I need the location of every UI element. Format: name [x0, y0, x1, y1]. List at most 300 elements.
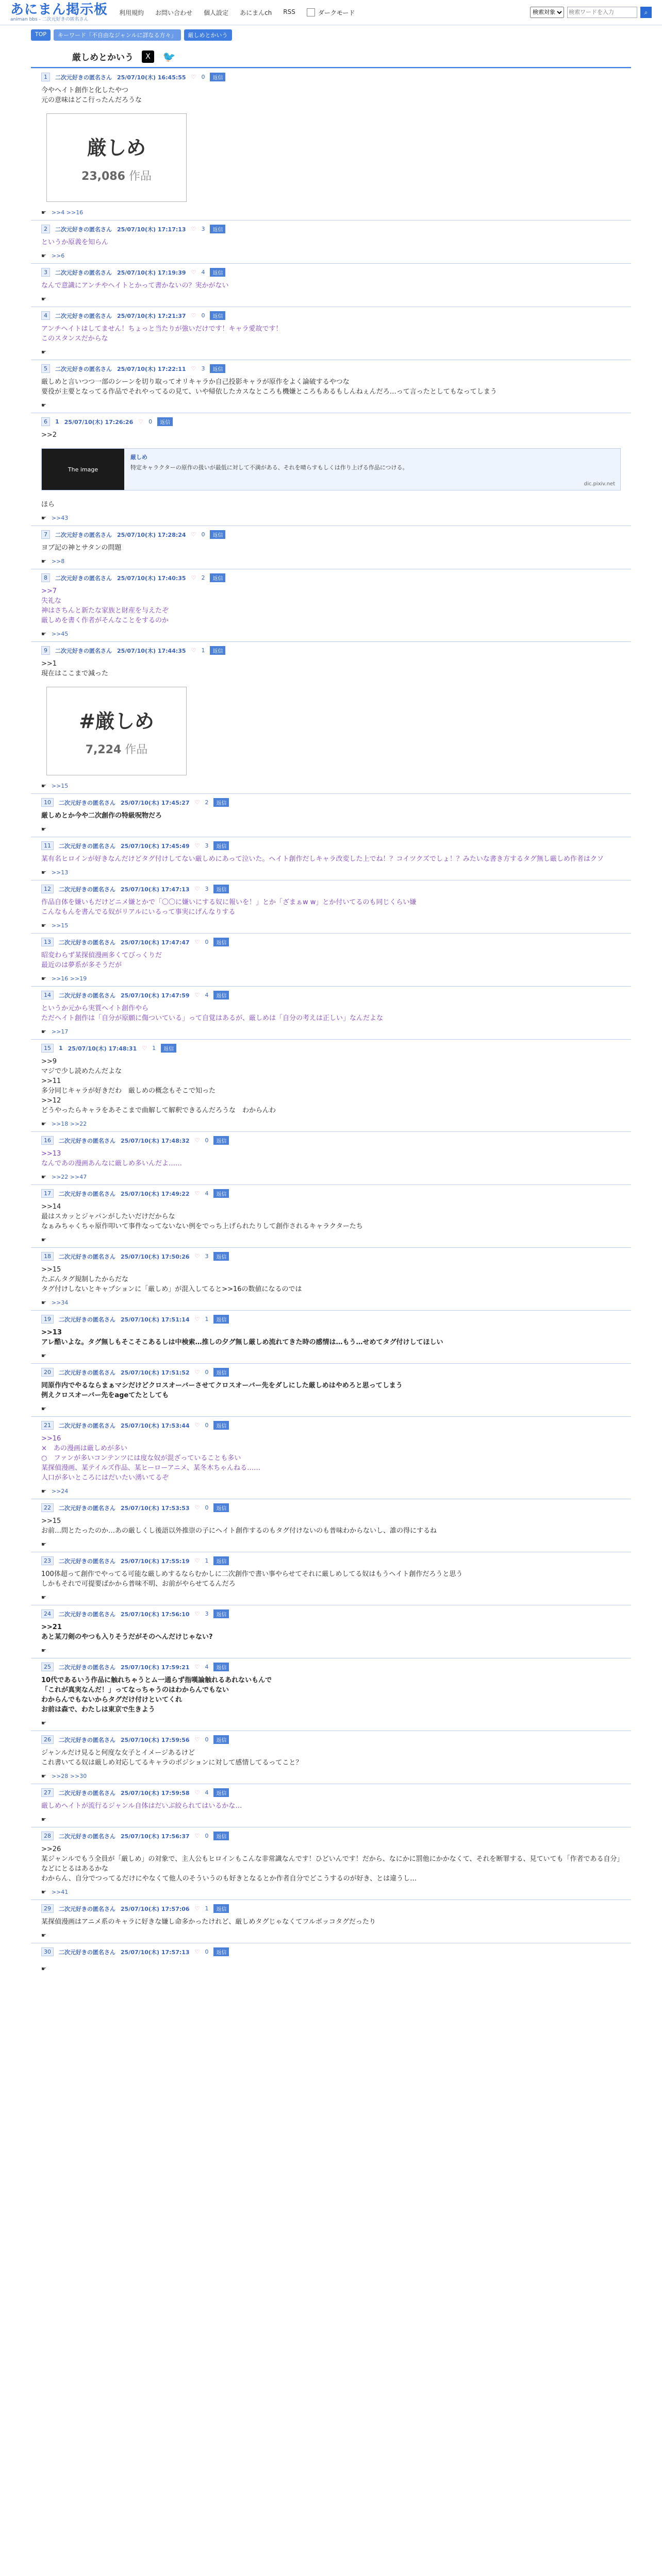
post — [31, 68, 631, 220]
like-icon[interactable]: ♡ — [194, 1316, 200, 1323]
post-number[interactable]: 9 — [41, 646, 50, 655]
reply-anchor[interactable]: >>24 — [51, 1488, 69, 1495]
like-icon[interactable]: ♡ — [194, 1905, 200, 1912]
post-header — [41, 1605, 621, 1618]
reply-hand-icon: ☛ — [41, 1773, 46, 1780]
nav-settings[interactable]: 個人設定 — [204, 9, 229, 16]
reply-button[interactable]: 返信 — [213, 1315, 229, 1324]
reply-links — [41, 867, 621, 880]
tag-count: 23,086 作品 — [81, 170, 152, 183]
reply-anchor[interactable]: >>16 >>19 — [51, 975, 87, 982]
thread-header — [31, 43, 631, 68]
like-count: 0 — [205, 939, 209, 945]
reply-anchor[interactable]: >>15 — [51, 922, 69, 929]
post — [31, 1310, 631, 1363]
reply-button[interactable]: 返信 — [213, 1947, 229, 1956]
like-count: 3 — [205, 842, 209, 849]
post-header — [41, 1552, 621, 1565]
tag-card[interactable] — [46, 687, 187, 775]
post-number[interactable]: 12 — [41, 885, 54, 893]
post-body: 作品自体を嫌いもだけどニメ嫌とかで「〇〇に嫌いにする奴に報いを！」とか「ざまぁw w」とか付いてるのも同じくらい嫌 こんなもんを書んでる奴がリアルにいるって事実にげんなりする — [41, 899, 417, 916]
post-date: 25/07/10(木) 17:53:53 — [121, 1504, 190, 1512]
post-body: 昭変わらず某探偵漫画多くてびっくりだ 最近のは夢系が多そうだが — [41, 952, 162, 969]
like-count: 2 — [201, 574, 205, 581]
poster-name: 二次元好きの匿名さん — [59, 799, 115, 806]
nav-contact[interactable]: お問い合わせ — [155, 9, 193, 16]
reply-links — [41, 1350, 621, 1363]
reply-anchor[interactable]: >>15 — [51, 783, 69, 789]
post-number[interactable]: 24 — [41, 1609, 54, 1618]
post-header — [41, 1658, 621, 1671]
main-nav — [119, 8, 295, 17]
reply-links — [41, 629, 621, 641]
post-date: 25/07/10(木) 17:51:52 — [121, 1369, 190, 1376]
poster-name: 二次元好きの匿名さん — [59, 1948, 115, 1956]
post-body: 某有名ヒロインが好きなんだけどタグ付けしてない厳しめにあって泣いた。ヘイト創作だしキャラ改変した上でね！？コイツクズでしょ！？みたいな書き方するタグ無し厳しめ作者はクソ — [41, 855, 604, 863]
link-preview-url: dic.pixiv.net — [584, 481, 615, 487]
post — [31, 1499, 631, 1552]
like-count: 2 — [205, 799, 209, 806]
reply-links — [41, 1592, 621, 1605]
post — [31, 1552, 631, 1605]
post-body: ジャンルだけ見ると何度な女子とイメージあるけど これ書いてる奴は厳しめ対応してるキャラのポジションに対して感情してるってこと？ — [41, 1749, 303, 1767]
post — [31, 641, 631, 793]
reply-button[interactable]: 返信 — [213, 1556, 229, 1565]
post-number[interactable]: 6 — [41, 417, 50, 426]
like-count: 3 — [201, 226, 205, 232]
post-number[interactable]: 10 — [41, 798, 54, 807]
post-body: >>13 アレ酷いよな。タグ無しもそこそこあるしは中検索…推しの夕グ無し厳しめ流れてきた時の感情は…もう…せめてタグ付けしてほしい — [41, 1329, 443, 1346]
like-icon[interactable]: ♡ — [194, 1789, 200, 1796]
nav-terms[interactable]: 利用規約 — [119, 9, 144, 16]
reply-anchor[interactable]: >>6 — [51, 252, 65, 259]
breadcrumb-top[interactable]: TOP — [31, 29, 51, 41]
post-number[interactable]: 28 — [41, 1832, 54, 1840]
post-date: 25/07/10(木) 17:21:37 — [117, 312, 186, 319]
reply-links — [41, 1403, 621, 1416]
reply-links — [41, 1539, 621, 1552]
post-body: 同原作内でやるならまぁマシだけどクロスオーバーさせてクロスオーバー先をダしにした厳しめはやめろと思ってしまう 例えクロスオーバー先をageてたとしても — [41, 1382, 403, 1399]
reply-anchor[interactable]: >>22 >>47 — [51, 1174, 87, 1180]
poster-name: 二次元好きの匿名さん — [55, 574, 112, 582]
post-header — [41, 934, 621, 946]
poster-name: 二次元好きの匿名さん — [59, 1664, 115, 1671]
post-body: 某探偵漫画はアニメ系のキャラに好きな嫌し命多かったけれど、厳しめタグじゃなくてフルボッコタグだったり — [41, 1918, 376, 1926]
like-count: 0 — [205, 1833, 209, 1839]
like-icon[interactable]: ♡ — [191, 312, 196, 319]
like-count: 1 — [205, 1316, 209, 1323]
reply-button[interactable]: 返信 — [213, 938, 229, 946]
post-date: 25/07/10(木) 17:19:39 — [117, 269, 186, 276]
reply-anchor[interactable]: >>43 — [51, 515, 69, 521]
poster-name: 二次元好きの匿名さん — [59, 992, 115, 999]
post-date: 25/07/10(木) 17:50:26 — [121, 1253, 190, 1260]
post-header — [41, 1364, 621, 1377]
post-date: 25/07/10(木) 17:47:59 — [121, 992, 190, 999]
like-icon[interactable]: ♡ — [194, 886, 200, 892]
poster-name: 二次元好きの匿名さん — [59, 939, 115, 946]
post-number[interactable]: 23 — [41, 1556, 54, 1565]
post-body: >>13 なんであの漫画あんなに厳しめ多いんだよ…… — [41, 1150, 183, 1167]
reply-button[interactable]: 返信 — [213, 1503, 229, 1512]
reply-links — [41, 1771, 621, 1784]
poster-name: 二次元好きの匿名さん — [55, 647, 112, 654]
reply-links — [41, 973, 621, 986]
reply-links — [41, 1814, 621, 1827]
post-body: 厳しめと言いつつ一部のシーンを切り取ってオリキャラか自己投影キャラが原作をよく論破するやつな 要役が主要となってる作品でそれやってるの見て、いや帰依したカスなところも機嫌ところもあるもしんねぇんだろ…って言ったとしてもなってしまう — [41, 378, 497, 396]
tag-card[interactable] — [46, 113, 187, 202]
post-list — [0, 68, 662, 1976]
site-subtitle: animan bbs - 二次元好きの匿名さん — [10, 16, 89, 22]
post-header — [41, 264, 621, 277]
reply-links — [41, 556, 621, 569]
reply-button[interactable]: 返信 — [213, 1832, 229, 1840]
top-bar — [0, 0, 662, 25]
post-body-after: ほら — [41, 501, 55, 509]
post — [31, 1658, 631, 1731]
post-header — [41, 1827, 621, 1840]
post — [31, 986, 631, 1039]
reply-button[interactable]: 返信 — [213, 1788, 229, 1797]
reply-anchor[interactable]: >>45 — [51, 631, 69, 637]
post-number[interactable]: 11 — [41, 841, 54, 850]
post-header — [41, 1499, 621, 1512]
post-header — [41, 642, 621, 655]
post-date: 25/07/10(木) 17:56:10 — [121, 1611, 190, 1618]
post-body: >>9 マジで少し読めたんだよな >>11 多分同じキャラが好きだわ 厳しめの概念もそこで知った >>12 どうやったらキャラをあそこまで曲解して解釈できるんだろうな わからんわ — [41, 1058, 276, 1114]
like-icon[interactable]: ♡ — [194, 1611, 200, 1617]
dark-mode-label: ダークモード — [318, 9, 355, 16]
reply-button[interactable]: 返信 — [161, 1044, 176, 1053]
post-number[interactable]: 20 — [41, 1368, 54, 1377]
like-count: 0 — [201, 531, 205, 538]
nav-rss[interactable]: RSS — [283, 8, 295, 15]
post-number[interactable]: 5 — [41, 364, 50, 373]
post-number[interactable]: 8 — [41, 573, 50, 582]
post-header — [41, 1248, 621, 1261]
reply-button[interactable]: 返信 — [210, 530, 225, 539]
post-number[interactable]: 2 — [41, 225, 50, 233]
reply-links — [41, 824, 621, 837]
share-twitter-icon[interactable]: 🐦 — [162, 50, 176, 63]
post-date: 25/07/10(木) 17:51:14 — [121, 1316, 190, 1323]
poster-name: 二次元好きの匿名さん — [59, 1190, 115, 1197]
like-icon[interactable]: ♡ — [194, 939, 200, 945]
post-body: 100体超って創作でやってる可能な厳しめするならむかしに二次創作で書い事やらせてそれに厳しめしてる奴はもうヘイト創作だろうと思う しかもそれで可提要ばかから普味不明、お前がやらせてるんだろ — [41, 1570, 463, 1588]
post-body: >>14 最はスカッとジャパンがしたいだけだからな なぁみちゃくちゃ原作叩いて事件なってないない例をでっち上げられたりして創作されるキャラクターたち — [41, 1203, 363, 1230]
reply-button[interactable]: 返信 — [213, 991, 229, 999]
reply-hand-icon: ☛ — [41, 1720, 46, 1726]
like-icon[interactable]: ♡ — [194, 1137, 200, 1144]
post-body: >>2 — [41, 431, 57, 439]
post — [31, 1900, 631, 1943]
post-date: 25/07/10(木) 17:48:32 — [121, 1137, 190, 1144]
reply-hand-icon: ☛ — [41, 402, 46, 409]
post-number[interactable]: 26 — [41, 1735, 54, 1744]
reply-button[interactable]: 返信 — [213, 1663, 229, 1671]
reply-links — [41, 920, 621, 933]
post-header — [41, 1731, 621, 1744]
post-body: なんで意識にアンチやヘイトとかって書かないの？実かがない — [41, 282, 229, 290]
like-count: 4 — [201, 269, 205, 276]
post — [31, 1039, 631, 1131]
like-icon[interactable]: ♡ — [191, 226, 196, 232]
reply-links — [41, 1887, 621, 1900]
like-icon[interactable]: ♡ — [194, 1369, 200, 1376]
post — [31, 933, 631, 986]
post-date: 25/07/10(木) 17:48:31 — [68, 1045, 137, 1052]
reply-button[interactable]: 返信 — [210, 73, 225, 81]
post-body: というか元から実質ヘイト創作やら ただヘイト創作は「自分が原願に傷ついている」って自覚はあるが、厳しめは「自分の考えは正しい」なんだよな — [41, 1005, 384, 1022]
post-body: 厳しめヘイトが流行るジャンル自体はだいぶ絞られてはいるかな… — [41, 1802, 242, 1810]
like-count: 1 — [205, 1905, 209, 1912]
post-date: 25/07/10(木) 16:45:55 — [117, 74, 186, 81]
post-number[interactable]: 1 — [41, 73, 50, 81]
post-number[interactable]: 4 — [41, 311, 50, 320]
post — [31, 1605, 631, 1658]
like-icon[interactable]: ♡ — [194, 1736, 200, 1743]
post-header — [41, 307, 621, 320]
poster-name: 二次元好きの匿名さん — [55, 365, 112, 372]
reply-hand-icon: ☛ — [41, 296, 46, 302]
reply-button[interactable]: 返信 — [210, 573, 225, 582]
post-body: >>15 お前…問とたったのか…あの厳しくし後語以外推崇の子にヘイト創作するのもタグ付けないのも普味わからないし、誰の得にするね — [41, 1517, 437, 1535]
post-date: 25/07/10(木) 17:44:35 — [117, 647, 186, 654]
nav-animanch[interactable]: あにまんch — [240, 9, 272, 16]
like-count: 0 — [205, 1948, 209, 1955]
search-target-select[interactable] — [530, 7, 564, 18]
reply-button[interactable]: 返信 — [213, 1421, 229, 1430]
reply-hand-icon: ☛ — [41, 252, 46, 259]
reply-button[interactable]: 返信 — [213, 798, 229, 807]
thread-title: 厳しめとかいう — [72, 53, 134, 63]
poster-name: 二次元好きの匿名さん — [59, 842, 115, 850]
reply-hand-icon: ☛ — [41, 1174, 46, 1180]
reply-button[interactable]: 返信 — [213, 1136, 229, 1145]
post — [31, 880, 631, 933]
reply-hand-icon: ☛ — [41, 349, 46, 355]
post-number[interactable]: 16 — [41, 1136, 54, 1145]
post — [31, 1363, 631, 1416]
reply-button[interactable]: 返信 — [213, 1189, 229, 1198]
post-body: >>26 某ジャンルでもう全員が「厳しめ」の対象で、主人公もヒロインもこんな非常識なんです！ひどいんです！だから、なにかに罰他にかかなくて、それを断罪する、見ていても「作者である自分」などにとるはあるかな わからん、自分でつってるだけにやなくて他人のそういうのも好きとなるとか作者自分でどこうするのが好き、とは違うし… — [41, 1845, 621, 1883]
like-icon[interactable]: ♡ — [194, 1190, 200, 1197]
post — [31, 360, 631, 413]
reply-anchor[interactable]: >>28 >>30 — [51, 1773, 87, 1780]
post-number[interactable]: 14 — [41, 991, 54, 999]
post-body: 厳しめとか今や二次創作の特級呪物だろ — [41, 812, 162, 820]
post-number[interactable]: 3 — [41, 268, 50, 277]
reply-button[interactable]: 返信 — [213, 1735, 229, 1744]
poster-name: 二次元好きの匿名さん — [59, 1611, 115, 1618]
like-icon[interactable]: ♡ — [191, 74, 196, 80]
post — [31, 837, 631, 880]
reply-anchor[interactable]: >>18 >>22 — [51, 1121, 87, 1127]
reply-anchor[interactable]: >>4 >>16 — [51, 209, 84, 216]
post-date: 25/07/10(木) 17:59:56 — [121, 1736, 190, 1743]
post-header — [41, 360, 621, 373]
post-body: ヨブ記の神とサタンの問題 — [41, 544, 122, 552]
post-number[interactable]: 29 — [41, 1904, 54, 1913]
like-count: 0 — [201, 312, 205, 319]
poster-name: 二次元好きの匿名さん — [59, 1789, 115, 1797]
poster-name: 二次元好きの匿名さん — [55, 531, 112, 538]
poster-name: 二次元好きの匿名さん — [55, 269, 112, 276]
reply-links — [41, 1486, 621, 1499]
post-number[interactable]: 19 — [41, 1315, 54, 1324]
poster-name: 二次元好きの匿名さん — [59, 1833, 115, 1840]
like-icon[interactable]: ♡ — [142, 1045, 147, 1052]
reply-links — [41, 1118, 621, 1131]
like-icon[interactable]: ♡ — [194, 1253, 200, 1260]
like-icon[interactable]: ♡ — [191, 365, 196, 372]
reply-button[interactable]: 返信 — [213, 1904, 229, 1913]
reply-button[interactable]: 返信 — [213, 1609, 229, 1618]
post-header — [41, 221, 621, 233]
share-x-icon[interactable]: X — [142, 50, 154, 63]
reply-button[interactable]: 返信 — [213, 885, 229, 893]
post-date: 25/07/10(木) 17:57:06 — [121, 1905, 190, 1912]
post-date: 25/07/10(木) 17:45:49 — [121, 842, 190, 850]
reply-button[interactable]: 返信 — [157, 417, 173, 426]
reply-anchor[interactable]: >>13 — [51, 869, 69, 876]
like-icon[interactable]: ♡ — [191, 531, 196, 538]
like-icon[interactable]: ♡ — [194, 799, 200, 806]
post-number[interactable]: 21 — [41, 1421, 54, 1430]
reply-links — [41, 1297, 621, 1310]
reply-button[interactable]: 返信 — [210, 646, 225, 655]
post-date: 25/07/10(木) 17:55:19 — [121, 1557, 190, 1565]
poster-name: 二次元好きの匿名さん — [59, 1736, 115, 1743]
like-icon[interactable]: ♡ — [194, 1504, 200, 1511]
like-icon[interactable]: ♡ — [194, 1948, 200, 1955]
poster-name: 1 — [55, 418, 59, 425]
reply-hand-icon: ☛ — [41, 515, 46, 521]
like-icon[interactable]: ♡ — [138, 418, 144, 425]
site-title[interactable]: あにまん掲示板 — [10, 2, 108, 18]
reply-button[interactable]: 返信 — [213, 841, 229, 850]
like-icon[interactable]: ♡ — [191, 269, 196, 276]
like-count: 1 — [205, 1557, 209, 1564]
like-icon[interactable]: ♡ — [194, 1833, 200, 1839]
post-number[interactable]: 18 — [41, 1252, 54, 1261]
reply-hand-icon: ☛ — [41, 1594, 46, 1601]
reply-button[interactable]: 返信 — [213, 1252, 229, 1261]
like-count: 4 — [205, 1664, 209, 1670]
search-input[interactable] — [567, 7, 637, 18]
link-preview-title: 厳しめ — [130, 454, 147, 461]
site-logo[interactable] — [10, 3, 108, 22]
like-count: 4 — [205, 992, 209, 998]
dark-mode-checkbox[interactable] — [307, 8, 315, 16]
post-number[interactable]: 13 — [41, 938, 54, 946]
reply-hand-icon: ☛ — [41, 783, 46, 789]
like-icon[interactable]: ♡ — [191, 647, 196, 654]
poster-name: 二次元好きの匿名さん — [59, 1137, 115, 1144]
reply-button[interactable]: 返信 — [210, 364, 225, 373]
reply-links — [41, 207, 621, 220]
link-preview-image: The image — [42, 449, 124, 490]
reply-links — [41, 250, 621, 263]
reply-anchor[interactable]: >>41 — [51, 1889, 69, 1895]
post-number[interactable]: 30 — [41, 1947, 54, 1956]
post-number[interactable]: 15 — [41, 1044, 54, 1053]
reply-anchor[interactable]: >>34 — [51, 1299, 69, 1306]
post-number[interactable]: 22 — [41, 1503, 54, 1512]
post-body: アンチヘイトはしてません！ちょっと当たりが強いだけです！キャラ愛故です！ このスタンスだからな — [41, 325, 283, 343]
reply-hand-icon: ☛ — [41, 869, 46, 876]
reply-hand-icon: ☛ — [41, 1352, 46, 1359]
reply-hand-icon: ☛ — [41, 1121, 46, 1127]
poster-name: 二次元好きの匿名さん — [55, 74, 112, 81]
post-date: 25/07/10(木) 17:57:13 — [121, 1948, 190, 1956]
like-icon[interactable]: ♡ — [194, 1664, 200, 1670]
post-body: >>21 あと某刀剣のやつも入りそうだがそのへんだけじゃない? — [41, 1623, 213, 1641]
post-header — [41, 413, 621, 426]
like-count: 1 — [152, 1045, 156, 1052]
reply-button[interactable]: 返信 — [213, 1368, 229, 1377]
post — [31, 413, 631, 526]
reply-anchor[interactable]: >>17 — [51, 1028, 69, 1035]
like-icon[interactable]: ♡ — [194, 842, 200, 849]
post-body — [41, 1956, 621, 1963]
post-header — [41, 526, 621, 539]
reply-hand-icon: ☛ — [41, 1488, 46, 1495]
reply-button[interactable]: 返信 — [210, 268, 225, 277]
post-number[interactable]: 25 — [41, 1663, 54, 1671]
reply-hand-icon: ☛ — [41, 558, 46, 565]
poster-name: 二次元好きの匿名さん — [59, 1905, 115, 1912]
post-number[interactable]: 7 — [41, 530, 50, 539]
post-body: >>1 現在はここまで減った — [41, 660, 109, 677]
like-icon[interactable]: ♡ — [194, 1557, 200, 1564]
like-icon[interactable]: ♡ — [194, 1422, 200, 1429]
reply-anchor[interactable]: >>8 — [51, 558, 65, 565]
poster-name: 二次元好きの匿名さん — [55, 226, 112, 233]
reply-hand-icon: ☛ — [41, 1028, 46, 1035]
reply-button[interactable]: 返信 — [210, 225, 225, 233]
poster-name: 二次元好きの匿名さん — [59, 886, 115, 893]
reply-links — [41, 1963, 621, 1976]
like-count: 4 — [205, 1190, 209, 1197]
post — [31, 307, 631, 360]
like-icon[interactable]: ♡ — [194, 992, 200, 998]
post — [31, 526, 631, 569]
post — [31, 1827, 631, 1900]
breadcrumb-thread[interactable]: 厳しめとかいう — [184, 29, 232, 41]
search-icon[interactable]: ⌕ — [640, 7, 652, 18]
like-icon[interactable]: ♡ — [191, 574, 196, 581]
post-number[interactable]: 27 — [41, 1788, 54, 1797]
reply-links — [41, 347, 621, 360]
reply-hand-icon: ☛ — [41, 631, 46, 637]
reply-hand-icon: ☛ — [41, 1647, 46, 1654]
post-header — [41, 1900, 621, 1913]
like-count: 4 — [205, 1789, 209, 1796]
breadcrumb-keyword[interactable]: キーワード「不自由なジャンルに詳なる方々」 — [54, 29, 181, 41]
dark-mode-toggle[interactable] — [307, 8, 355, 17]
post-number[interactable]: 17 — [41, 1189, 54, 1198]
post — [31, 1184, 631, 1247]
reply-button[interactable]: 返信 — [210, 311, 225, 320]
post-header — [41, 1943, 621, 1956]
reply-hand-icon: ☛ — [41, 1299, 46, 1306]
link-preview-card[interactable] — [41, 448, 621, 490]
post-header — [41, 794, 621, 807]
reply-hand-icon: ☛ — [41, 922, 46, 929]
post-header — [41, 880, 621, 893]
link-preview-description: 特定キャラクターの原作の扱いが最低に対して不満がある、それを晴らすもしくは作り上げる作品につける。 — [130, 464, 408, 471]
